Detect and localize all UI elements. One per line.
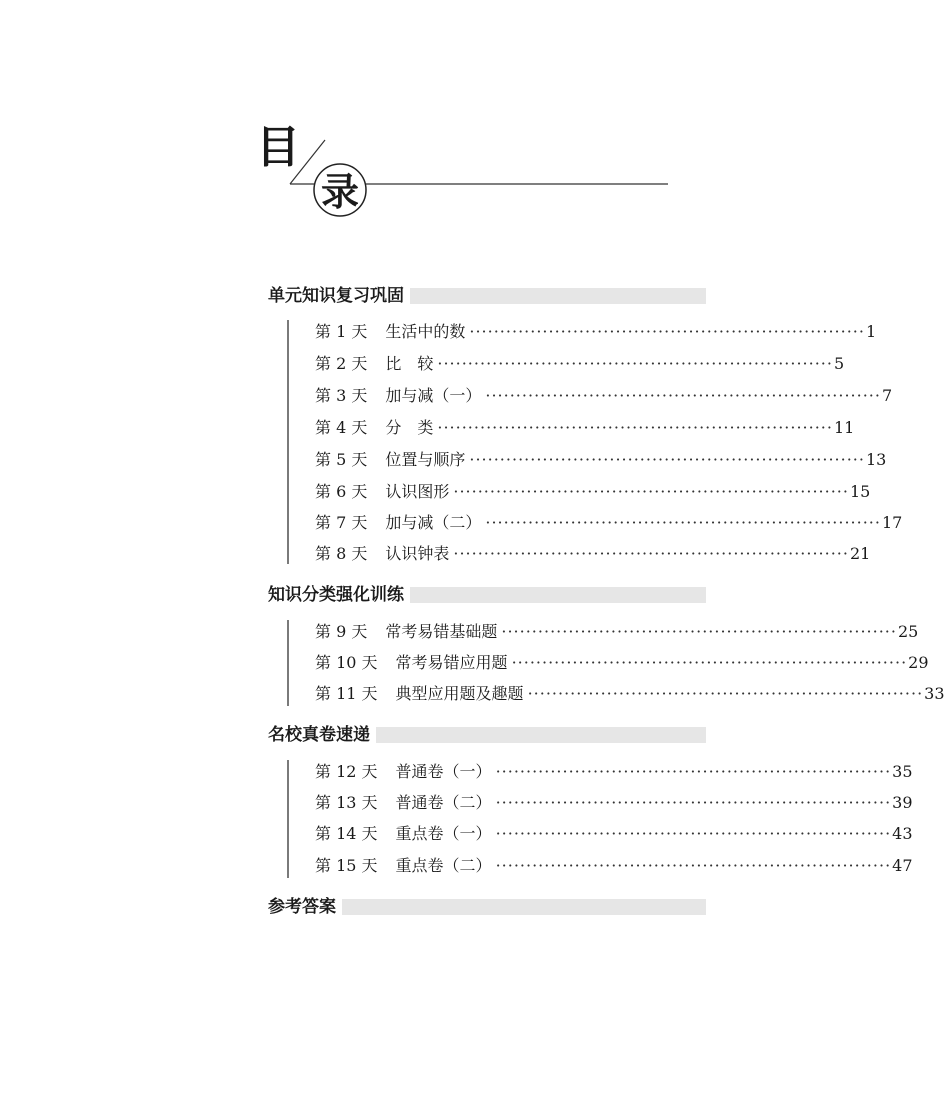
entry-name: 典型应用题及趣题 [395, 684, 524, 703]
toc-entry[interactable] [315, 854, 913, 878]
entry-day: 第 2 天 [315, 354, 368, 373]
toc-entry[interactable] [315, 511, 903, 535]
title-char-lu: 录 [320, 169, 359, 214]
entry-day: 第 13 天 [315, 793, 378, 812]
entry-page: 25 [897, 622, 919, 641]
entry-page: 29 [908, 653, 929, 672]
section-rule [287, 320, 289, 564]
entry-page: 33 [924, 684, 945, 703]
toc-entry[interactable] [315, 791, 913, 815]
entry-page: 43 [892, 824, 913, 843]
section-heading: 单元知识复习巩固 [268, 285, 410, 307]
entry-day: 第 3 天 [315, 386, 368, 405]
entry-name: 位置与顺序 [385, 450, 466, 469]
entry-page: 7 [881, 386, 893, 405]
entry-day: 第 6 天 [315, 482, 368, 501]
entry-day: 第 14 天 [315, 824, 378, 843]
leader-dots: ································································· [485, 513, 881, 532]
entry-day: 第 12 天 [315, 762, 378, 781]
entry-page: 13 [865, 450, 887, 469]
entry-name: 加与减（一） [385, 386, 482, 405]
section-rule [287, 620, 289, 706]
entry-name: 重点卷（二） [395, 856, 492, 875]
entry-day: 第 9 天 [315, 622, 368, 641]
toc-entry[interactable] [315, 760, 913, 784]
entry-page: 5 [833, 354, 845, 373]
section-rule [287, 760, 289, 878]
leader-dots: ································································· [495, 793, 892, 812]
section-heading: 知识分类强化训练 [268, 584, 410, 606]
entry-name: 生活中的数 [385, 322, 466, 341]
leader-dots: ································································· [527, 684, 924, 703]
entry-name: 常考易错基础题 [385, 622, 498, 641]
entry-name: 普通卷（二） [395, 793, 492, 812]
entry-day: 第 15 天 [315, 856, 378, 875]
entry-name: 认识图形 [385, 482, 450, 501]
leader-dots: ································································· [437, 418, 833, 437]
title-char-mu: 目 [256, 122, 300, 173]
entry-name: 分 类 [385, 418, 434, 437]
entry-day: 第 5 天 [315, 450, 368, 469]
entry-day: 第 4 天 [315, 418, 368, 437]
toc-entry[interactable] [315, 542, 871, 566]
entry-day: 第 8 天 [315, 544, 368, 563]
leader-dots: ································································· [495, 762, 892, 781]
toc-entry[interactable] [315, 416, 855, 440]
entry-name: 普通卷（一） [395, 762, 492, 781]
leader-dots: ································································· [453, 482, 849, 501]
entry-page: 39 [892, 793, 913, 812]
entry-page: 47 [892, 856, 913, 875]
leader-dots: ································································· [495, 824, 892, 843]
toc-entry[interactable] [315, 682, 945, 706]
section-header [268, 724, 706, 746]
leader-dots: ································································· [469, 322, 865, 341]
leader-dots: ································································· [495, 856, 892, 875]
leader-dots: ································································· [469, 450, 865, 469]
section-header [268, 285, 706, 307]
entry-page: 35 [892, 762, 913, 781]
leader-dots: ································································· [511, 653, 908, 672]
section-header[interactable] [268, 896, 706, 918]
toc-entry[interactable] [315, 620, 919, 644]
entry-name: 认识钟表 [385, 544, 450, 563]
section-heading: 名校真卷速递 [268, 724, 376, 746]
entry-day: 第 10 天 [315, 653, 378, 672]
toc-entry[interactable] [315, 352, 845, 376]
leader-dots: ································································· [485, 386, 881, 405]
toc-entry[interactable] [315, 384, 893, 408]
entry-page: 1 [865, 322, 877, 341]
entry-name: 比 较 [385, 354, 434, 373]
section-heading: 参考答案 [268, 896, 342, 918]
title-decoration [250, 120, 670, 230]
toc-title [250, 120, 670, 230]
leader-dots: ································································· [453, 544, 849, 563]
section-header [268, 584, 706, 606]
toc-entry[interactable] [315, 448, 887, 472]
leader-dots: ································································· [437, 354, 833, 373]
entry-page: 21 [849, 544, 871, 563]
entry-day: 第 7 天 [315, 513, 368, 532]
entry-day: 第 1 天 [315, 322, 368, 341]
leader-dots: ································································· [501, 622, 897, 641]
toc-entry[interactable] [315, 320, 877, 344]
entry-name: 加与减（二） [385, 513, 482, 532]
entry-name: 重点卷（一） [395, 824, 492, 843]
toc-entry[interactable] [315, 651, 929, 675]
entry-page: 11 [833, 418, 855, 437]
entry-page: 15 [849, 482, 871, 501]
toc-entry[interactable] [315, 480, 871, 504]
entry-name: 常考易错应用题 [395, 653, 508, 672]
entry-day: 第 11 天 [315, 684, 378, 703]
entry-page: 17 [881, 513, 903, 532]
toc-entry[interactable] [315, 822, 913, 846]
